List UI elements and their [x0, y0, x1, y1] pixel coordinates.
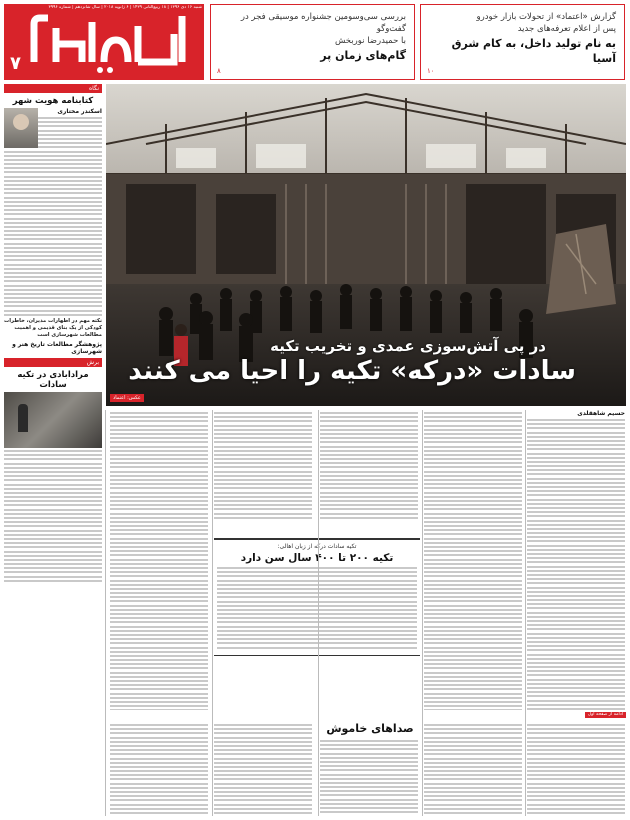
- main-photo: [106, 84, 626, 406]
- lower-body: [527, 724, 625, 814]
- dateline: شنبه ۱۶ دی ۱۳۹۶ | ۱۸ ربیع‌الثانی ۱۴۳۹ | ۶ ژانویه ۲۰۱۸ | سال شانزدهم | شماره ۳۹۹۶: [48, 5, 202, 10]
- column-rule: [105, 410, 106, 816]
- column-pullquote: نکته مهم در اظهارات مدیران، خاطرات کودکی از یک بنای قدیمی و اهمیت مطالعات شهرسازی است: [4, 318, 102, 338]
- article-column-5: [110, 410, 208, 710]
- column-rule: [318, 410, 319, 816]
- section-label: نگاه: [4, 84, 102, 93]
- teaser-kicker-2: با حمیدرضا نوربخش: [334, 36, 406, 46]
- masthead: [4, 4, 204, 80]
- quote-body: [217, 567, 417, 649]
- article-column-2: [424, 410, 522, 710]
- opinion-column: [4, 84, 102, 816]
- article-column-4: [214, 410, 312, 534]
- main-kicker: در پی آتش‌سوزی عمدی و تخریب تکیه: [270, 337, 546, 355]
- lower-body: [214, 724, 312, 814]
- teaser-kicker: گزارش «اعتماد» از تحولات بازار خودرو: [476, 12, 616, 22]
- lower-body: [320, 740, 418, 813]
- teaser-kicker: بررسی سی‌وسومین جشنواره موسیقی فجر در گفت‌وگو: [240, 12, 406, 34]
- quote-title[interactable]: تکیه ۲۰۰ تا ۴۰۰ سال سن دارد: [240, 552, 394, 564]
- lower-body: [424, 724, 522, 814]
- lower-column-1: [527, 722, 625, 816]
- lower-headline[interactable]: صداهای خاموش: [326, 722, 414, 735]
- teaser-page-ref: ۱۰: [427, 67, 435, 75]
- column-rule: [212, 410, 213, 816]
- sidebar-quote-box: [214, 538, 420, 656]
- teaser-music-festival[interactable]: [210, 4, 415, 80]
- quote-kicker: تکیه سادات درکه از زبان اهالی:: [277, 543, 357, 550]
- teaser-title: به نام تولید داخل، به کام شرق آسیا: [451, 37, 616, 65]
- column-footer: پژوهشگر مطالعات تاریخ هنر و شهرسازی: [12, 341, 102, 355]
- column-rule: [422, 410, 423, 816]
- article-column-1: [527, 410, 625, 710]
- continuation-tag: ادامه از صفحه اول: [585, 712, 626, 718]
- column-body-2: [4, 450, 102, 582]
- main-headline[interactable]: سادات «درکه» تکیه را احیا می کنند: [128, 356, 576, 386]
- column-photo: [4, 392, 102, 448]
- teaser-kicker-2: پس از اعلام تعرفه‌های جدید: [517, 24, 616, 34]
- article-body: [110, 412, 208, 710]
- lower-column-3: [320, 738, 418, 816]
- author-photo: [4, 108, 38, 148]
- article-byline: حسیم شاهقلدی: [577, 410, 625, 417]
- newspaper-logo: [4, 4, 204, 80]
- author-name: اسکندر مختاری: [57, 108, 102, 115]
- teaser-title: گام‌های زمان پر: [320, 49, 406, 62]
- article-body: [214, 412, 312, 519]
- column-title-2: مرادابادی در تکیه سادات: [17, 370, 89, 390]
- teaser-car-market[interactable]: [420, 4, 625, 80]
- continuation-band: [106, 712, 626, 718]
- article-column-3: [320, 410, 418, 534]
- article-body: [527, 419, 625, 710]
- page-number: ۷: [10, 53, 21, 74]
- section-label-2: برش: [4, 358, 102, 367]
- photo-credit: عکس: اعتماد: [110, 394, 144, 402]
- column-rule: [525, 410, 526, 816]
- teaser-page-ref: ۸: [217, 67, 221, 75]
- article-body: [424, 412, 522, 710]
- lower-column-2: [424, 722, 522, 816]
- column-title: کتابنامه هویت شهر: [12, 96, 94, 106]
- lower-column-4: [214, 722, 312, 816]
- article-body: [320, 412, 418, 519]
- lower-body: [110, 724, 208, 814]
- lower-column-5: [110, 722, 208, 816]
